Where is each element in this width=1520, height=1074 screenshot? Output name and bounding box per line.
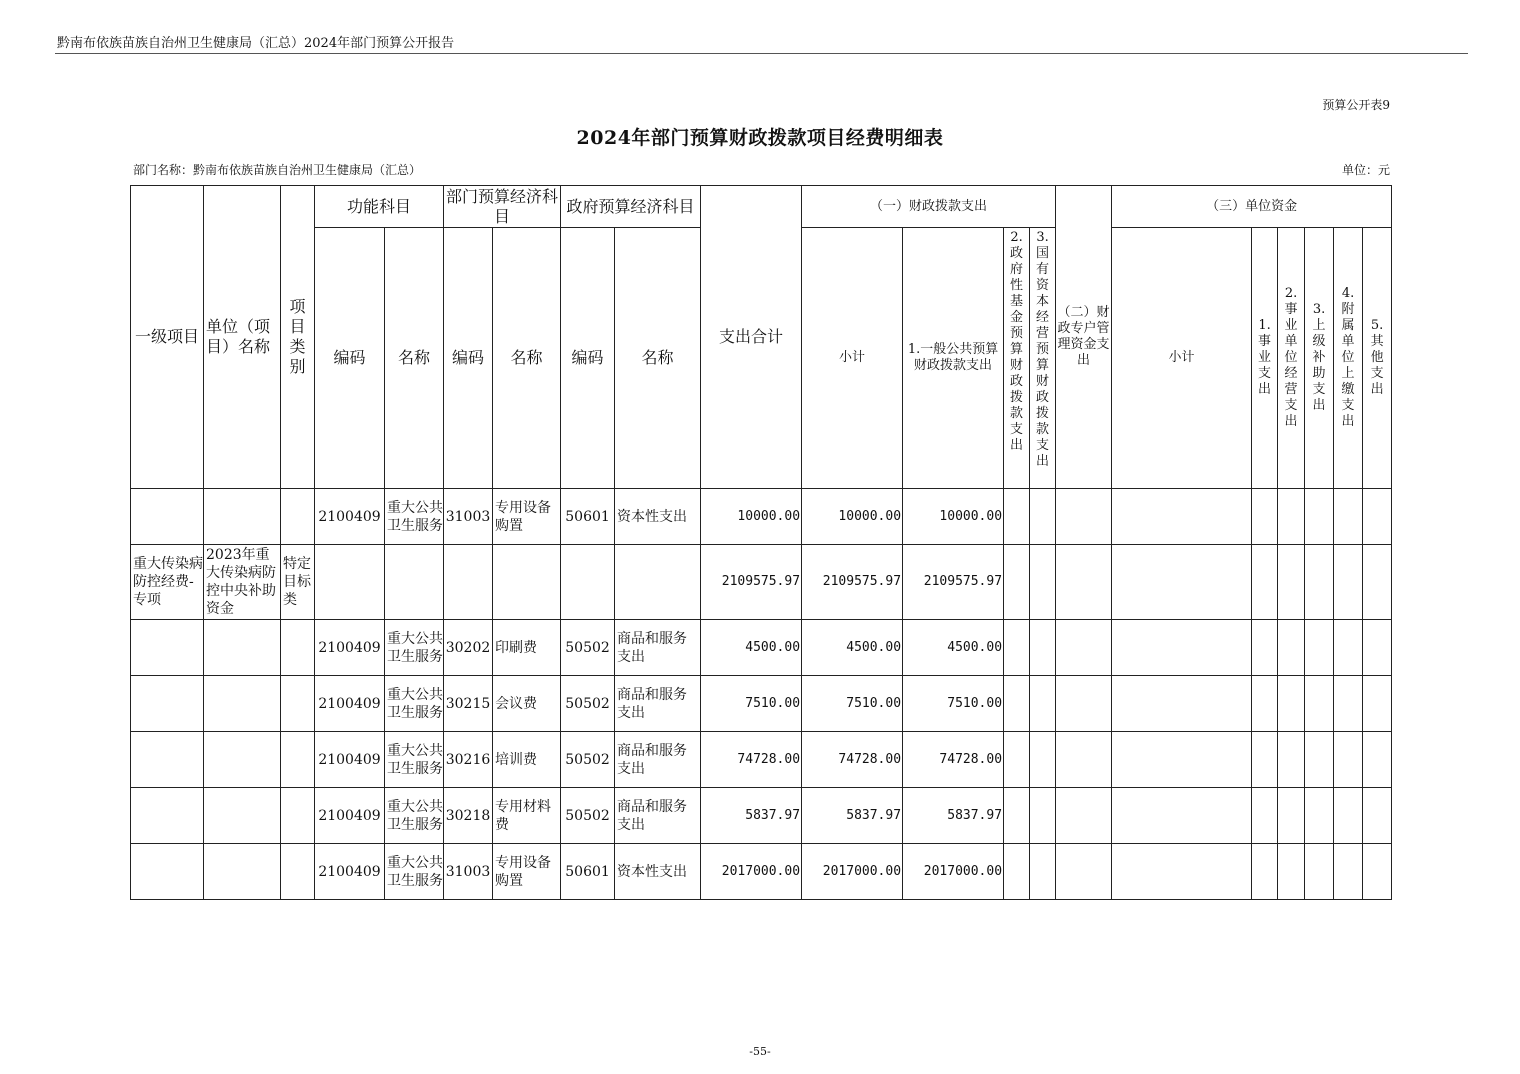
cell-gov-code — [561, 545, 615, 620]
col-u1-header: 1.事业支出 — [1252, 228, 1278, 489]
cell-gov-code: 50502 — [561, 732, 615, 788]
cell-dept-code: 30218 — [444, 788, 493, 844]
cell-empty — [1030, 788, 1056, 844]
cell-general: 2109575.97 — [903, 545, 1004, 620]
cell-gov-name: 商品和服务支出 — [615, 620, 701, 676]
cell-empty — [1363, 545, 1392, 620]
cell-dept-name: 会议费 — [493, 676, 561, 732]
cell-empty — [1363, 620, 1392, 676]
cell-empty — [1334, 732, 1363, 788]
cell-dept-name: 印刷费 — [493, 620, 561, 676]
cell-empty — [1305, 844, 1334, 900]
cell-empty — [1004, 620, 1030, 676]
cell-dept-code: 31003 — [444, 489, 493, 545]
cell-gov-name — [615, 545, 701, 620]
cell-subtotal: 10000.00 — [802, 489, 903, 545]
table-row — [131, 620, 1392, 676]
cell-func-name: 重大公共卫生服务 — [385, 620, 444, 676]
cell-empty — [1363, 788, 1392, 844]
page-number: -55- — [749, 1045, 771, 1058]
cell-total: 10000.00 — [701, 489, 802, 545]
cell-empty — [1252, 489, 1278, 545]
cell-unit-name — [204, 844, 281, 900]
col-u2-header: 2.事业单位经营支出 — [1278, 228, 1305, 489]
cell-empty — [1252, 732, 1278, 788]
cell-dept-name: 专用设备购置 — [493, 489, 561, 545]
cell-level1 — [131, 732, 204, 788]
cell-empty — [1252, 844, 1278, 900]
header-rule — [55, 53, 1468, 54]
cell-total: 2017000.00 — [701, 844, 802, 900]
table-row — [131, 676, 1392, 732]
col-gov-name-header: 名称 — [615, 228, 701, 489]
cell-func-name: 重大公共卫生服务 — [385, 676, 444, 732]
col-project-type-header: 项目类别 — [281, 186, 315, 489]
col-dept-code-header: 编码 — [444, 228, 493, 489]
cell-type — [281, 489, 315, 545]
cell-total: 5837.97 — [701, 788, 802, 844]
cell-general: 74728.00 — [903, 732, 1004, 788]
col-gov-fund-header: 2.政府性基金预算财政拨款支出 — [1004, 228, 1030, 489]
budget-table — [130, 185, 1392, 900]
cell-type — [281, 620, 315, 676]
cell-empty — [1056, 676, 1112, 732]
cell-empty — [1004, 844, 1030, 900]
cell-level1 — [131, 620, 204, 676]
cell-type: 特定目标类 — [281, 545, 315, 620]
cell-empty — [1305, 489, 1334, 545]
cell-empty — [1112, 489, 1252, 545]
cell-dept-name — [493, 545, 561, 620]
cell-empty — [1334, 545, 1363, 620]
col-dept-econ-header: 部门预算经济科目 — [444, 186, 561, 228]
col-func-code-header: 编码 — [315, 228, 385, 489]
cell-empty — [1363, 676, 1392, 732]
cell-empty — [1112, 545, 1252, 620]
cell-empty — [1004, 489, 1030, 545]
cell-func-code — [315, 545, 385, 620]
cell-type — [281, 732, 315, 788]
cell-dept-code — [444, 545, 493, 620]
col-dept-name-header: 名称 — [493, 228, 561, 489]
table-row — [131, 489, 1392, 545]
cell-level1: 重大传染病防控经费-专项 — [131, 545, 204, 620]
cell-dept-code: 30215 — [444, 676, 493, 732]
cell-level1 — [131, 676, 204, 732]
cell-gov-name: 资本性支出 — [615, 844, 701, 900]
cell-empty — [1278, 545, 1305, 620]
col-special-header: （二）财政专户管理资金支出 — [1056, 186, 1112, 489]
cell-empty — [1334, 676, 1363, 732]
cell-subtotal: 2109575.97 — [802, 545, 903, 620]
cell-func-code: 2100409 — [315, 732, 385, 788]
cell-general: 2017000.00 — [903, 844, 1004, 900]
cell-gov-name: 商品和服务支出 — [615, 788, 701, 844]
cell-empty — [1363, 489, 1392, 545]
col-func-header: 功能科目 — [315, 186, 444, 228]
cell-empty — [1004, 788, 1030, 844]
cell-func-name — [385, 545, 444, 620]
cell-empty — [1278, 489, 1305, 545]
cell-unit-name — [204, 489, 281, 545]
cell-empty — [1334, 788, 1363, 844]
col-gov-econ-header: 政府预算经济科目 — [561, 186, 701, 228]
cell-level1 — [131, 844, 204, 900]
cell-gov-name: 商品和服务支出 — [615, 676, 701, 732]
cell-gov-name: 资本性支出 — [615, 489, 701, 545]
table-row — [131, 545, 1392, 620]
cell-level1 — [131, 788, 204, 844]
report-header: 黔南布依族苗族自治州卫生健康局（汇总）2024年部门预算公开报告 — [57, 36, 455, 51]
cell-level1 — [131, 489, 204, 545]
cell-empty — [1030, 545, 1056, 620]
cell-empty — [1305, 676, 1334, 732]
cell-empty — [1004, 676, 1030, 732]
cell-total: 7510.00 — [701, 676, 802, 732]
col-func-name-header: 名称 — [385, 228, 444, 489]
cell-func-code: 2100409 — [315, 676, 385, 732]
cell-empty — [1252, 788, 1278, 844]
cell-empty — [1112, 844, 1252, 900]
cell-empty — [1112, 676, 1252, 732]
cell-gov-code: 50502 — [561, 788, 615, 844]
cell-type — [281, 788, 315, 844]
cell-subtotal: 74728.00 — [802, 732, 903, 788]
col-gov-code-header: 编码 — [561, 228, 615, 489]
cell-empty — [1305, 545, 1334, 620]
cell-empty — [1112, 788, 1252, 844]
cell-empty — [1278, 732, 1305, 788]
cell-empty — [1278, 788, 1305, 844]
cell-unit-name — [204, 620, 281, 676]
cell-func-name: 重大公共卫生服务 — [385, 788, 444, 844]
cell-empty — [1305, 620, 1334, 676]
cell-empty — [1334, 620, 1363, 676]
cell-empty — [1363, 844, 1392, 900]
cell-empty — [1278, 676, 1305, 732]
department-label: 部门名称：黔南布依族苗族自治州卫生健康局（汇总） — [133, 163, 422, 177]
col-u4-header: 4.附属单位上缴支出 — [1334, 228, 1363, 489]
page-title: 2024年部门预算财政拨款项目经费明细表 — [576, 127, 944, 149]
table-row — [131, 844, 1392, 900]
cell-subtotal: 4500.00 — [802, 620, 903, 676]
col-u5-header: 5.其他支出 — [1363, 228, 1392, 489]
cell-func-name: 重大公共卫生服务 — [385, 489, 444, 545]
cell-empty — [1004, 732, 1030, 788]
cell-empty — [1252, 620, 1278, 676]
cell-gov-code: 50502 — [561, 620, 615, 676]
cell-general: 4500.00 — [903, 620, 1004, 676]
table-row — [131, 788, 1392, 844]
table-number: 预算公开表9 — [1322, 98, 1390, 112]
cell-empty — [1305, 732, 1334, 788]
cell-total: 4500.00 — [701, 620, 802, 676]
cell-empty — [1056, 732, 1112, 788]
col-general-header: 1.一般公共预算财政拨款支出 — [903, 228, 1004, 489]
cell-empty — [1252, 676, 1278, 732]
cell-func-code: 2100409 — [315, 489, 385, 545]
col-unit-subtotal-header: 小计 — [1112, 228, 1252, 489]
cell-dept-name: 培训费 — [493, 732, 561, 788]
cell-empty — [1334, 489, 1363, 545]
cell-empty — [1278, 844, 1305, 900]
cell-total: 2109575.97 — [701, 545, 802, 620]
cell-func-code: 2100409 — [315, 620, 385, 676]
cell-dept-name: 专用材料费 — [493, 788, 561, 844]
cell-func-name: 重大公共卫生服务 — [385, 732, 444, 788]
cell-empty — [1030, 732, 1056, 788]
cell-unit-name — [204, 676, 281, 732]
col-subtotal-header: 小计 — [802, 228, 903, 489]
cell-type — [281, 844, 315, 900]
cell-empty — [1030, 489, 1056, 545]
cell-empty — [1305, 788, 1334, 844]
cell-empty — [1030, 844, 1056, 900]
cell-empty — [1056, 788, 1112, 844]
cell-gov-code: 50601 — [561, 489, 615, 545]
col-u3-header: 3.上级补助支出 — [1305, 228, 1334, 489]
cell-empty — [1363, 732, 1392, 788]
cell-total: 74728.00 — [701, 732, 802, 788]
cell-empty — [1056, 844, 1112, 900]
cell-unit-name: 2023年重大传染病防控中央补助资金 — [204, 545, 281, 620]
cell-empty — [1112, 620, 1252, 676]
unit-label: 单位：元 — [1341, 163, 1390, 177]
cell-subtotal: 2017000.00 — [802, 844, 903, 900]
col-unit-funds-header: （三）单位资金 — [1112, 186, 1392, 228]
cell-empty — [1278, 620, 1305, 676]
cell-empty — [1334, 844, 1363, 900]
cell-empty — [1056, 620, 1112, 676]
cell-subtotal: 7510.00 — [802, 676, 903, 732]
col-level1-header: 一级项目 — [131, 186, 204, 489]
cell-subtotal: 5837.97 — [802, 788, 903, 844]
cell-func-code: 2100409 — [315, 788, 385, 844]
cell-general: 10000.00 — [903, 489, 1004, 545]
cell-empty — [1056, 545, 1112, 620]
cell-gov-name: 商品和服务支出 — [615, 732, 701, 788]
col-unit-name-header: 单位（项目）名称 — [204, 186, 281, 489]
cell-empty — [1112, 732, 1252, 788]
cell-dept-code: 31003 — [444, 844, 493, 900]
col-total-header: 支出合计 — [701, 186, 802, 489]
cell-func-code: 2100409 — [315, 844, 385, 900]
cell-type — [281, 676, 315, 732]
cell-empty — [1056, 489, 1112, 545]
table-row — [131, 732, 1392, 788]
cell-general: 5837.97 — [903, 788, 1004, 844]
cell-gov-code: 50502 — [561, 676, 615, 732]
cell-gov-code: 50601 — [561, 844, 615, 900]
col-fiscal-header: （一）财政拨款支出 — [802, 186, 1056, 228]
cell-dept-code: 30202 — [444, 620, 493, 676]
cell-empty — [1252, 545, 1278, 620]
cell-empty — [1004, 545, 1030, 620]
cell-func-name: 重大公共卫生服务 — [385, 844, 444, 900]
cell-empty — [1030, 620, 1056, 676]
col-state-capital-header: 3.国有资本经营预算财政拨款支出 — [1030, 228, 1056, 489]
cell-unit-name — [204, 788, 281, 844]
cell-dept-code: 30216 — [444, 732, 493, 788]
cell-unit-name — [204, 732, 281, 788]
cell-empty — [1030, 676, 1056, 732]
cell-dept-name: 专用设备购置 — [493, 844, 561, 900]
cell-general: 7510.00 — [903, 676, 1004, 732]
